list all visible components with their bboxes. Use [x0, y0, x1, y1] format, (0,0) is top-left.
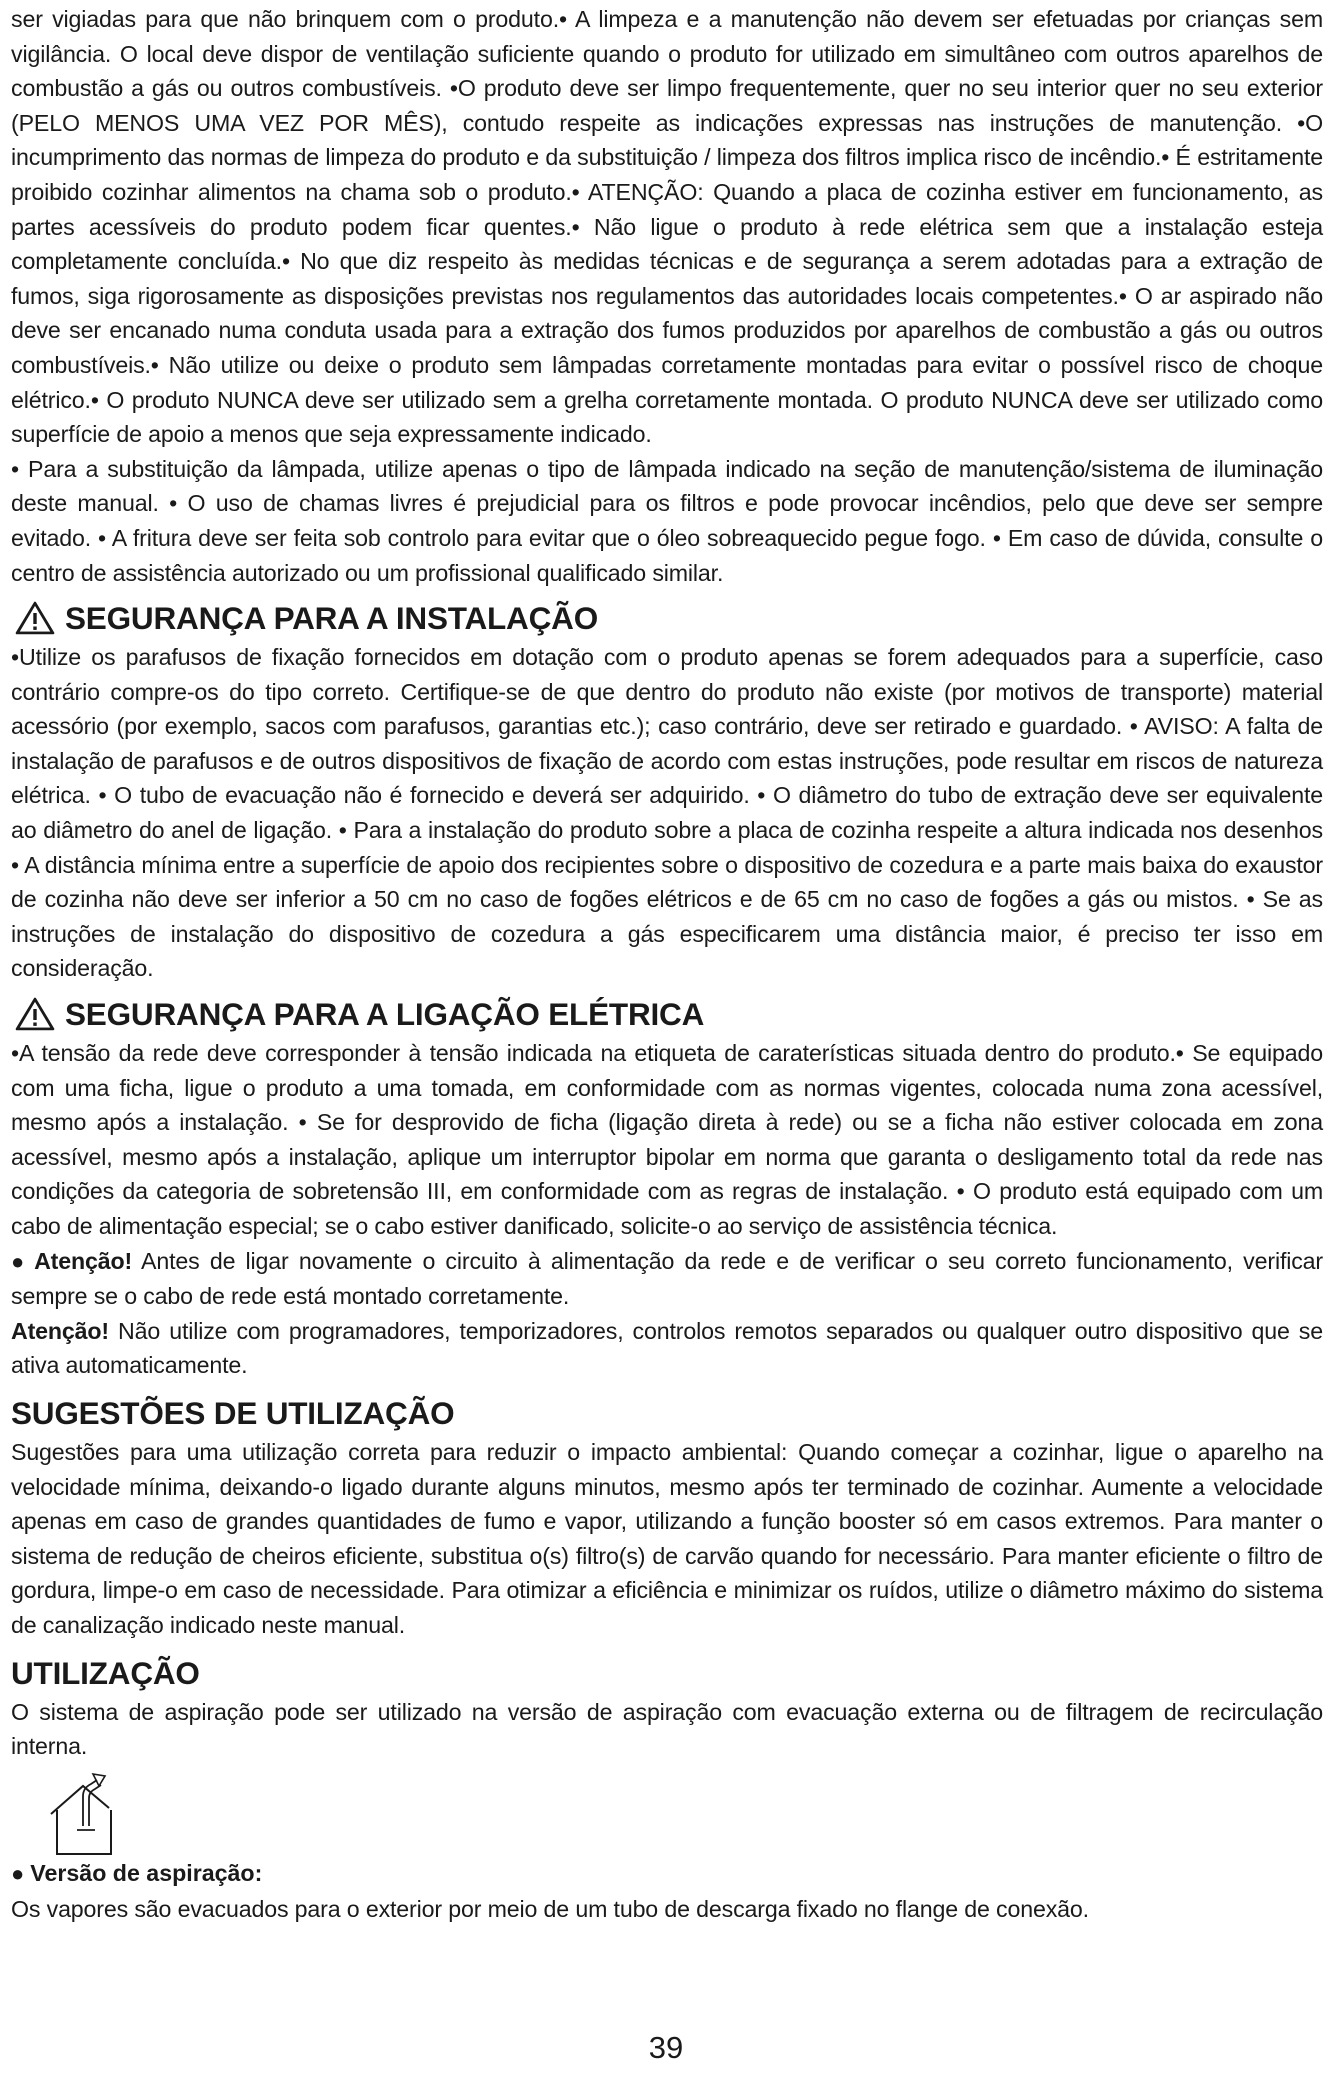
intro-paragraph-1: ser vigiadas para que não brinquem com o produto.• A limpeza e a manutenção não devem ser efetuadas por crianças sem vigilância. O local deve dispor de ventilação suficiente quando o produto for utilizado em simultâneo com outros aparelhos de combustão a gás ou outros combustíveis. •O produto deve ser limpo frequentemente, quer no seu interior quer no seu exterior (PELO MENOS UMA VEZ POR MÊS), contudo respeite as indicações expressas nas instruções de manutenção. •O incumprimento das normas de limpeza do produto e da substituição / limpeza dos filtros implica risco de incêndio.• É estritamente proibido cozinhar alimentos na chama sob o produto.• ATENÇÃO: Quando a placa de cozinha estiver em funcionamento, as partes acessíveis do produto podem ficar quentes.• Não ligue o produto à rede elétrica sem que a instalação esteja completamente concluída.• No que diz respeito às medidas técnicas e de segurança a serem adotadas para a extração de fumos, siga rigorosamente as disposições previstas nos regulamentos das autoridades locais competentes.• O ar aspirado não deve ser encanado numa conduta usada para a extração dos fumos produzidos por aparelhos de combustão a gás ou outros combustíveis.• Não utilize ou deixe o produto sem lâmpadas corretamente montadas para evitar o possível risco de choque elétrico.• O produto NUNCA deve ser utilizado sem a grelha corretamente montada. O produto NUNCA deve ser utilizado como superfície de apoio a menos que seja expressamente indicado. [11, 6, 1323, 448]
version-title: Versão de aspiração: [30, 1860, 263, 1887]
bullet-icon: ● [11, 1248, 29, 1274]
manual-page [11, 0, 1323, 1926]
electrical-safety-heading [11, 992, 1323, 1036]
extraction-version-row [11, 1768, 1323, 1892]
bullet-icon: ● [11, 1861, 25, 1887]
usage-heading: UTILIZAÇÃO [11, 1654, 200, 1691]
installation-safety-title: SEGURANÇA PARA A INSTALAÇÃO [65, 600, 599, 637]
installation-safety-body: •Utilize os parafusos de fixação fornecidos em dotação com o produto apenas se forem adequados para a superfície, caso contrário compre-os do tipo correto. Certifique-se de que dentro do produto não existe (por motivos de transporte) material acessório (por exemplo, sacos com parafusos, garantias etc.); caso contrário, deve ser retirado e guardado. • AVISO: A falta de instalação de parafusos e de outros dispositivos de fixação de acordo com estas instruções, pode resultar em riscos de natureza elétrica. • O tubo de evacuação não é fornecido e deverá ser adquirido. • O diâmetro do tubo de extração deve ser equivalente ao diâmetro do anel de ligação. • Para a instalação do produto sobre a placa de cozinha respeite a altura indicada nos desenhos • A distância mínima entre a superfície de apoio dos recipientes sobre o dispositivo de cozedura e a parte mais baixa do exaustor de cozinha não deve ser inferior a 50 cm no caso de fogões elétricos e de 65 cm no caso de fogões a gás ou mistos. • Se as instruções de instalação do dispositivo de cozedura a gás especificarem uma distância maior, é preciso ter isso em consideração. [11, 644, 1323, 982]
extraction-version-text: Os vapores são evacuados para o exterior por meio de um tubo de descarga fixado no flange de conexão. [11, 1895, 1089, 1922]
electrical-safety-body: •A tensão da rede deve corresponder à tensão indicada na etiqueta de caraterísticas situada dentro do produto.• Se equipado com uma ficha, ligue o produto a uma tomada, em conformidade com as normas vigentes, colocada numa zona acessível, mesmo após a instalação. • Se for desprovido de ficha (ligação direta à rede) ou se a ficha não estiver colocada em zona acessível, mesmo após a instalação, aplique um interruptor bipolar em norma que garanta o desligamento total da rede nas condições da categoria de sobretensão III, em conformidade com as regras de instalação. • O produto está equipado com um cabo de alimentação especial; se o cabo estiver danificado, solicite-o ao serviço de assistência técnica. [11, 1040, 1323, 1239]
page-number: 39 [648, 2030, 684, 2065]
warning-triangle-icon [15, 997, 55, 1031]
electrical-warning-1 [11, 1244, 1323, 1314]
electrical-warning-2 [11, 1314, 1323, 1383]
usage-body: O sistema de aspiração pode ser utilizado na versão de aspiração com evacuação externa ou de filtragem de recirculação interna. [11, 1698, 1323, 1760]
intro-paragraph-2: • Para a substituição da lâmpada, utilize apenas o tipo de lâmpada indicado na seção de manutenção/sistema de iluminação deste manual. • O uso de chamas livres é prejudicial para os filtros e pode provocar incêndios, pelo que deve ser sempre evitado. • A fritura deve ser feita sob controlo para evitar que o óleo sobreaquecido pegue fogo. • Em caso de dúvida, consulte o centro de assistência autorizado ou um profissional qualificado similar. [11, 455, 1323, 586]
warning-label: Atenção! [34, 1247, 133, 1274]
warning-text: Antes de ligar novamente o circuito à alimentação da rede e de verificar o seu correto funcionamento, verificar sempre se o cabo de rede está montado corretamente. [11, 1247, 1323, 1310]
extraction-version-label [11, 1856, 262, 1892]
warning-text: Não utilize com programadores, temporizadores, controlos remotos separados ou qualquer outro dispositivo que se ativa automaticamente. [11, 1317, 1323, 1379]
electrical-safety-title: SEGURANÇA PARA A LIGAÇÃO ELÉTRICA [65, 996, 705, 1033]
installation-safety-heading [11, 596, 1323, 640]
warning-triangle-icon [15, 601, 55, 635]
suggestions-heading: SUGESTÕES DE UTILIZAÇÃO [11, 1394, 455, 1431]
suggestions-body: Sugestões para uma utilização correta para reduzir o impacto ambiental: Quando começar a cozinhar, ligue o aparelho na velocidade mínima, deixando-o ligado durante alguns minutos, mesmo após ter terminado de cozinhar. Aumente a velocidade apenas em caso de grandes quantidades de fumo e vapor, utilizando a função booster só em casos extremos. Para manter o sistema de redução de cheiros eficiente, substitua o(s) filtro(s) de carvão quando for necessário. Para manter eficiente o filtro de gordura, limpe-o em caso de necessidade. Para otimizar a eficiência e minimizar os ruídos, utilize o diâmetro máximo do sistema de canalização indicado neste manual. [11, 1438, 1323, 1638]
warning-label: Atenção! [11, 1317, 110, 1344]
exhaust-house-icon [47, 1770, 119, 1856]
